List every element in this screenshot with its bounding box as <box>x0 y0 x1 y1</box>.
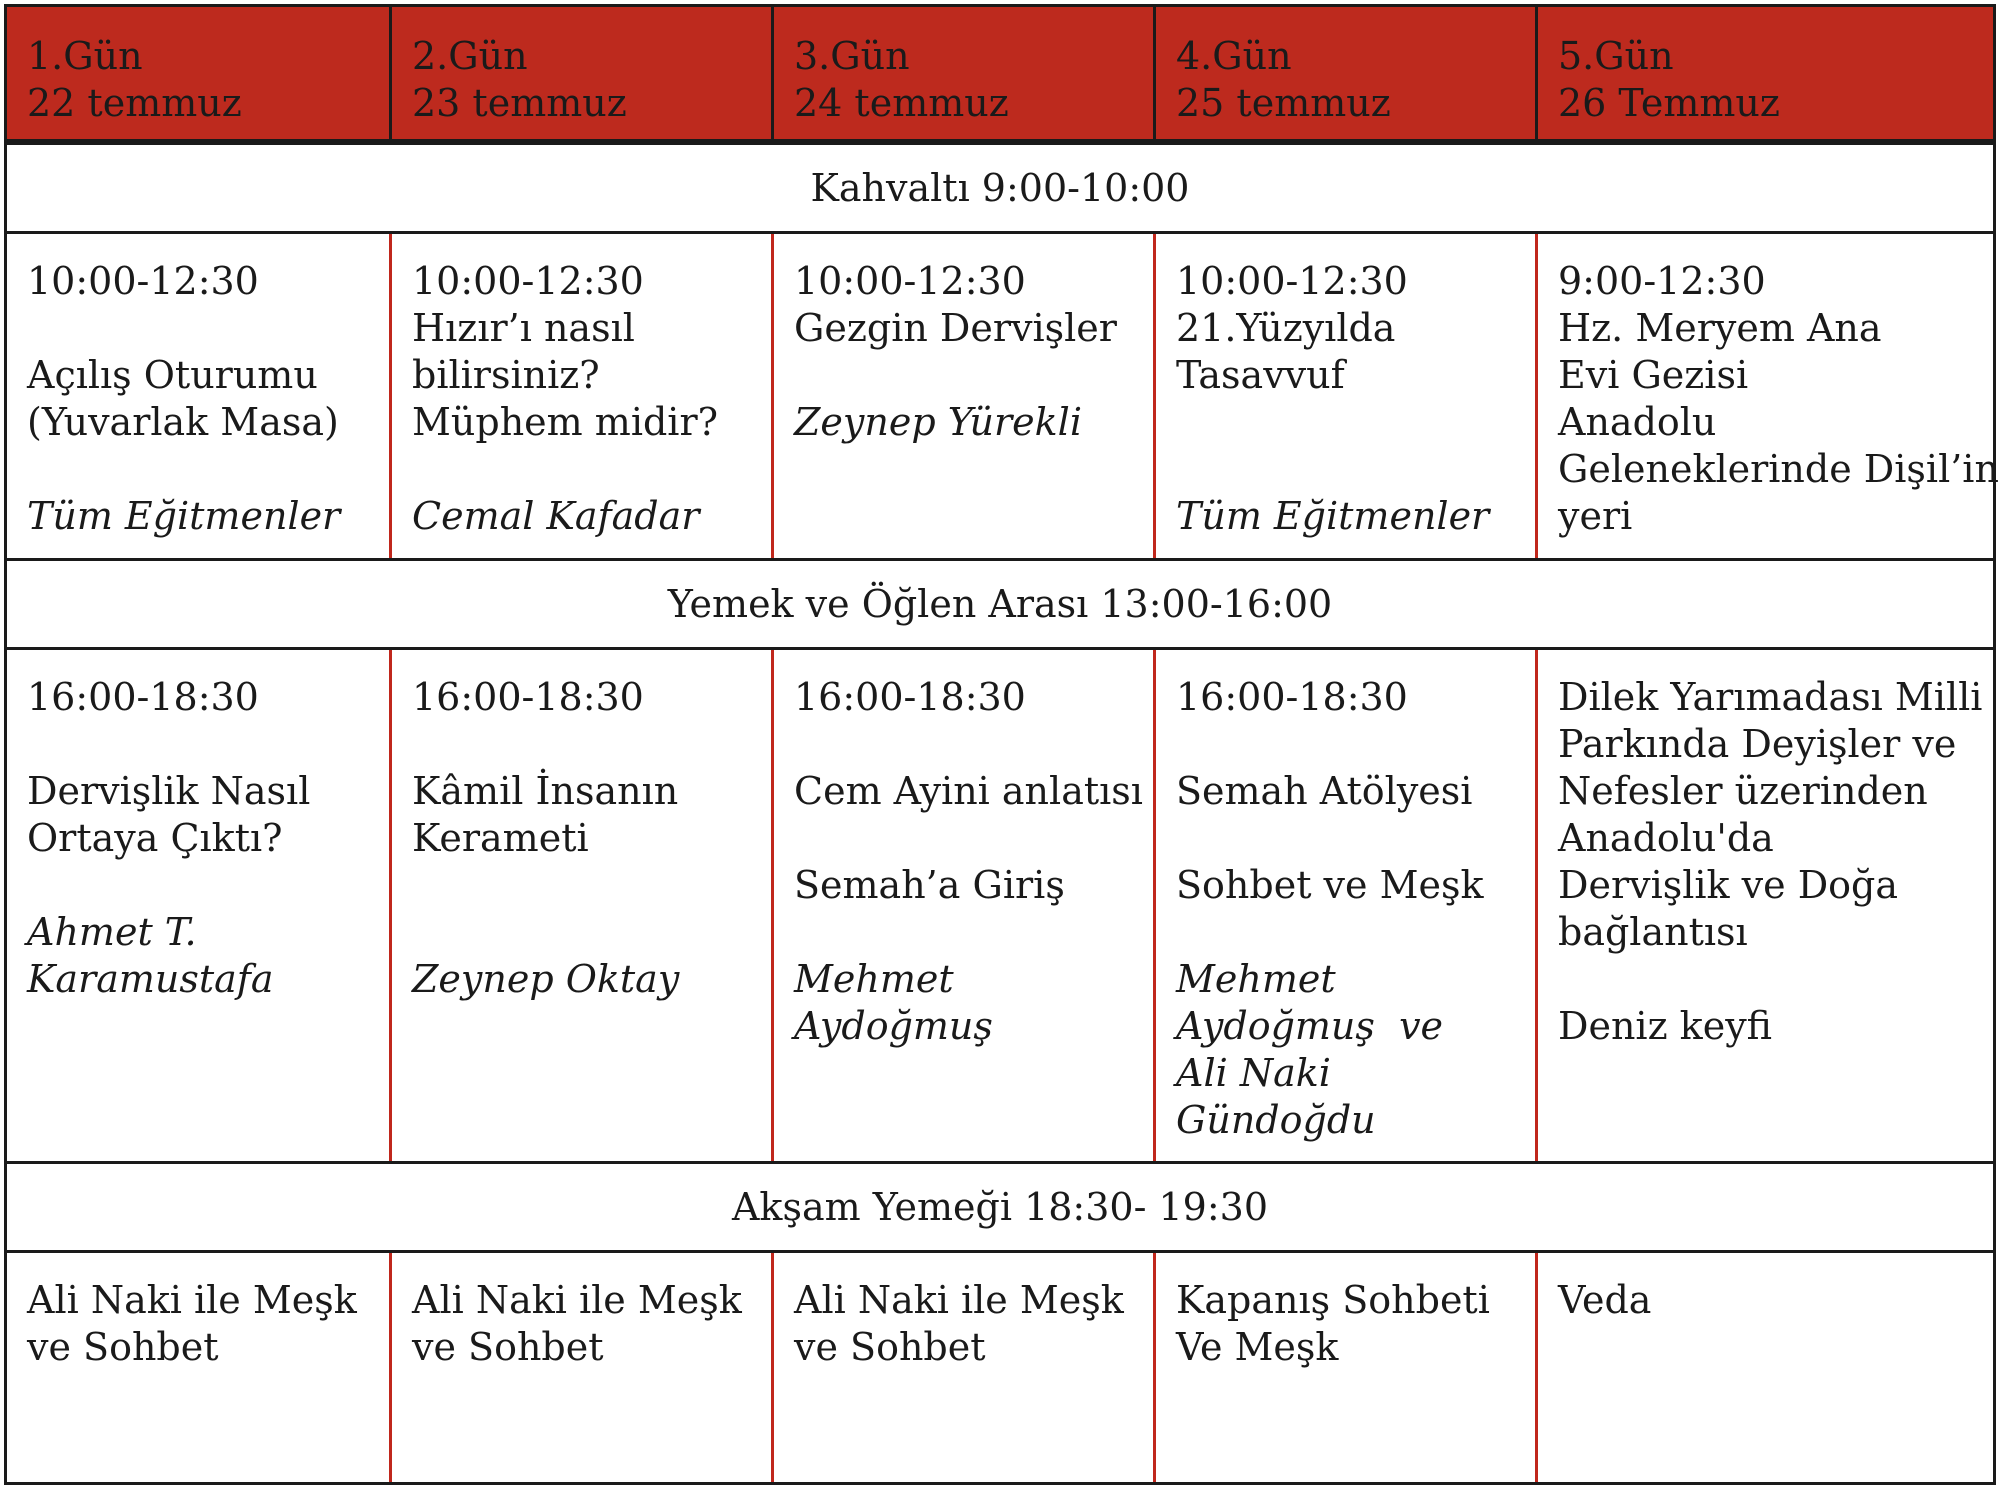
session-time: 16:00-18:30 <box>27 675 259 719</box>
session-time: 10:00-12:30 <box>412 259 644 303</box>
afternoon-cell-5 <box>1535 650 1993 1161</box>
evening-row <box>4 1253 1996 1485</box>
evening-cell-2 <box>389 1253 771 1482</box>
session-title: bilirsiniz? <box>412 353 600 397</box>
session-title: Hz. Meryem Ana <box>1558 306 1882 350</box>
day-date: 22 temmuz <box>27 81 242 125</box>
session-time: 16:00-18:30 <box>1176 675 1408 719</box>
evening-cell-5 <box>1535 1253 1993 1482</box>
day-date: 25 temmuz <box>1176 81 1391 125</box>
session-text: Veda <box>1558 1278 1652 1322</box>
session-title: Kâmil İnsanın <box>412 769 679 813</box>
session-time: 9:00-12:30 <box>1558 259 1766 303</box>
morning-cell-1 <box>7 234 389 558</box>
dinner-label: Akşam Yemeği 18:30- 19:30 <box>731 1185 1269 1229</box>
session-speaker: Tüm Eğitmenler <box>27 494 341 538</box>
day-header-row <box>4 4 1996 142</box>
evening-cell-4 <box>1153 1253 1535 1482</box>
session-title: Kerameti <box>412 816 589 860</box>
day-date: 24 temmuz <box>794 81 1009 125</box>
morning-cell-4 <box>1153 234 1535 558</box>
day-label: 5.Gün <box>1558 34 1674 78</box>
schedule-table <box>4 4 1999 1485</box>
session-speaker: Tüm Eğitmenler <box>1176 494 1490 538</box>
session-text: Anadolu'da <box>1558 816 1774 860</box>
session-title: (Yuvarlak Masa) <box>27 400 339 444</box>
session-title: yeri <box>1558 494 1633 538</box>
day-header-2 <box>389 7 771 139</box>
session-title: 21.Yüzyılda <box>1176 306 1396 350</box>
morning-cell-3 <box>771 234 1153 558</box>
session-title: Tasavvuf <box>1176 353 1345 397</box>
session-text: ve Sohbet <box>27 1325 219 1369</box>
session-text: Dilek Yarımadası Milli <box>1558 675 1983 719</box>
session-text: Ali Naki ile Meşk <box>794 1278 1124 1322</box>
session-time: 10:00-12:30 <box>1176 259 1408 303</box>
session-title: Semah Atölyesi <box>1176 769 1473 813</box>
breakfast-label: Kahvaltı 9:00-10:00 <box>810 166 1190 210</box>
session-time: 10:00-12:30 <box>794 259 1026 303</box>
morning-cell-5 <box>1535 234 1999 558</box>
morning-row <box>4 234 1999 558</box>
session-text: Deniz keyfi <box>1558 1004 1773 1048</box>
session-title: Gezgin Dervişler <box>794 306 1117 350</box>
lunch-label: Yemek ve Öğlen Arası 13:00-16:00 <box>667 582 1333 626</box>
afternoon-row <box>4 650 1996 1161</box>
session-time: 10:00-12:30 <box>27 259 259 303</box>
session-title: Evi Gezisi <box>1558 353 1749 397</box>
session-time: 16:00-18:30 <box>412 675 644 719</box>
dinner-band <box>4 1161 1996 1253</box>
session-title: Açılış Oturumu <box>27 353 318 397</box>
session-title: Cem Ayini anlatısı <box>794 769 1143 813</box>
session-title: Müphem midir? <box>412 400 718 444</box>
day-header-4 <box>1153 7 1535 139</box>
session-title: Semah’a Giriş <box>794 863 1065 907</box>
session-title: Dervişlik Nasıl <box>27 769 311 813</box>
session-speaker: Cemal Kafadar <box>412 494 700 538</box>
day-header-3 <box>771 7 1153 139</box>
session-speaker: Gündoğdu <box>1176 1098 1376 1142</box>
session-speaker: Mehmet <box>794 957 954 1001</box>
session-speaker: Karamustafa <box>27 957 274 1001</box>
session-text: bağlantısı <box>1558 910 1748 954</box>
evening-cell-1 <box>7 1253 389 1482</box>
evening-cell-3 <box>771 1253 1153 1482</box>
session-text: ve Sohbet <box>794 1325 986 1369</box>
afternoon-cell-4 <box>1153 650 1535 1161</box>
session-text: Dervişlik ve Doğa <box>1558 863 1899 907</box>
day-label: 1.Gün <box>27 34 143 78</box>
day-date: 23 temmuz <box>412 81 627 125</box>
day-header-1 <box>7 7 389 139</box>
day-label: 4.Gün <box>1176 34 1292 78</box>
session-speaker: Zeynep Oktay <box>412 957 680 1001</box>
session-text: Ali Naki ile Meşk <box>412 1278 742 1322</box>
session-text: Nefesler üzerinden <box>1558 769 1928 813</box>
session-speaker: Aydoğmuş ve <box>1176 1004 1444 1048</box>
session-text: Parkında Deyişler ve <box>1558 722 1957 766</box>
session-speaker: Aydoğmuş <box>794 1004 993 1048</box>
breakfast-band <box>4 142 1996 234</box>
session-speaker: Ahmet T. <box>27 910 197 954</box>
afternoon-cell-3 <box>771 650 1153 1161</box>
afternoon-cell-1 <box>7 650 389 1161</box>
session-title: Sohbet ve Meşk <box>1176 863 1484 907</box>
lunch-band <box>4 558 1996 650</box>
day-label: 2.Gün <box>412 34 528 78</box>
session-text: ve Sohbet <box>412 1325 604 1369</box>
day-header-5 <box>1535 7 1993 139</box>
day-date: 26 Temmuz <box>1558 81 1780 125</box>
session-title: Ortaya Çıktı? <box>27 816 283 860</box>
session-title: Anadolu <box>1558 400 1717 444</box>
session-text: Ali Naki ile Meşk <box>27 1278 357 1322</box>
morning-cell-2 <box>389 234 771 558</box>
session-speaker: Ali Naki <box>1176 1051 1331 1095</box>
session-title: Geleneklerinde Dişil’in <box>1558 447 1999 491</box>
afternoon-cell-2 <box>389 650 771 1161</box>
session-time: 16:00-18:30 <box>794 675 1026 719</box>
session-speaker: Zeynep Yürekli <box>794 400 1082 444</box>
session-text: Kapanış Sohbeti <box>1176 1278 1490 1322</box>
session-text: Ve Meşk <box>1176 1325 1339 1369</box>
session-speaker: Mehmet <box>1176 957 1336 1001</box>
day-label: 3.Gün <box>794 34 910 78</box>
session-title: Hızır’ı nasıl <box>412 306 635 350</box>
